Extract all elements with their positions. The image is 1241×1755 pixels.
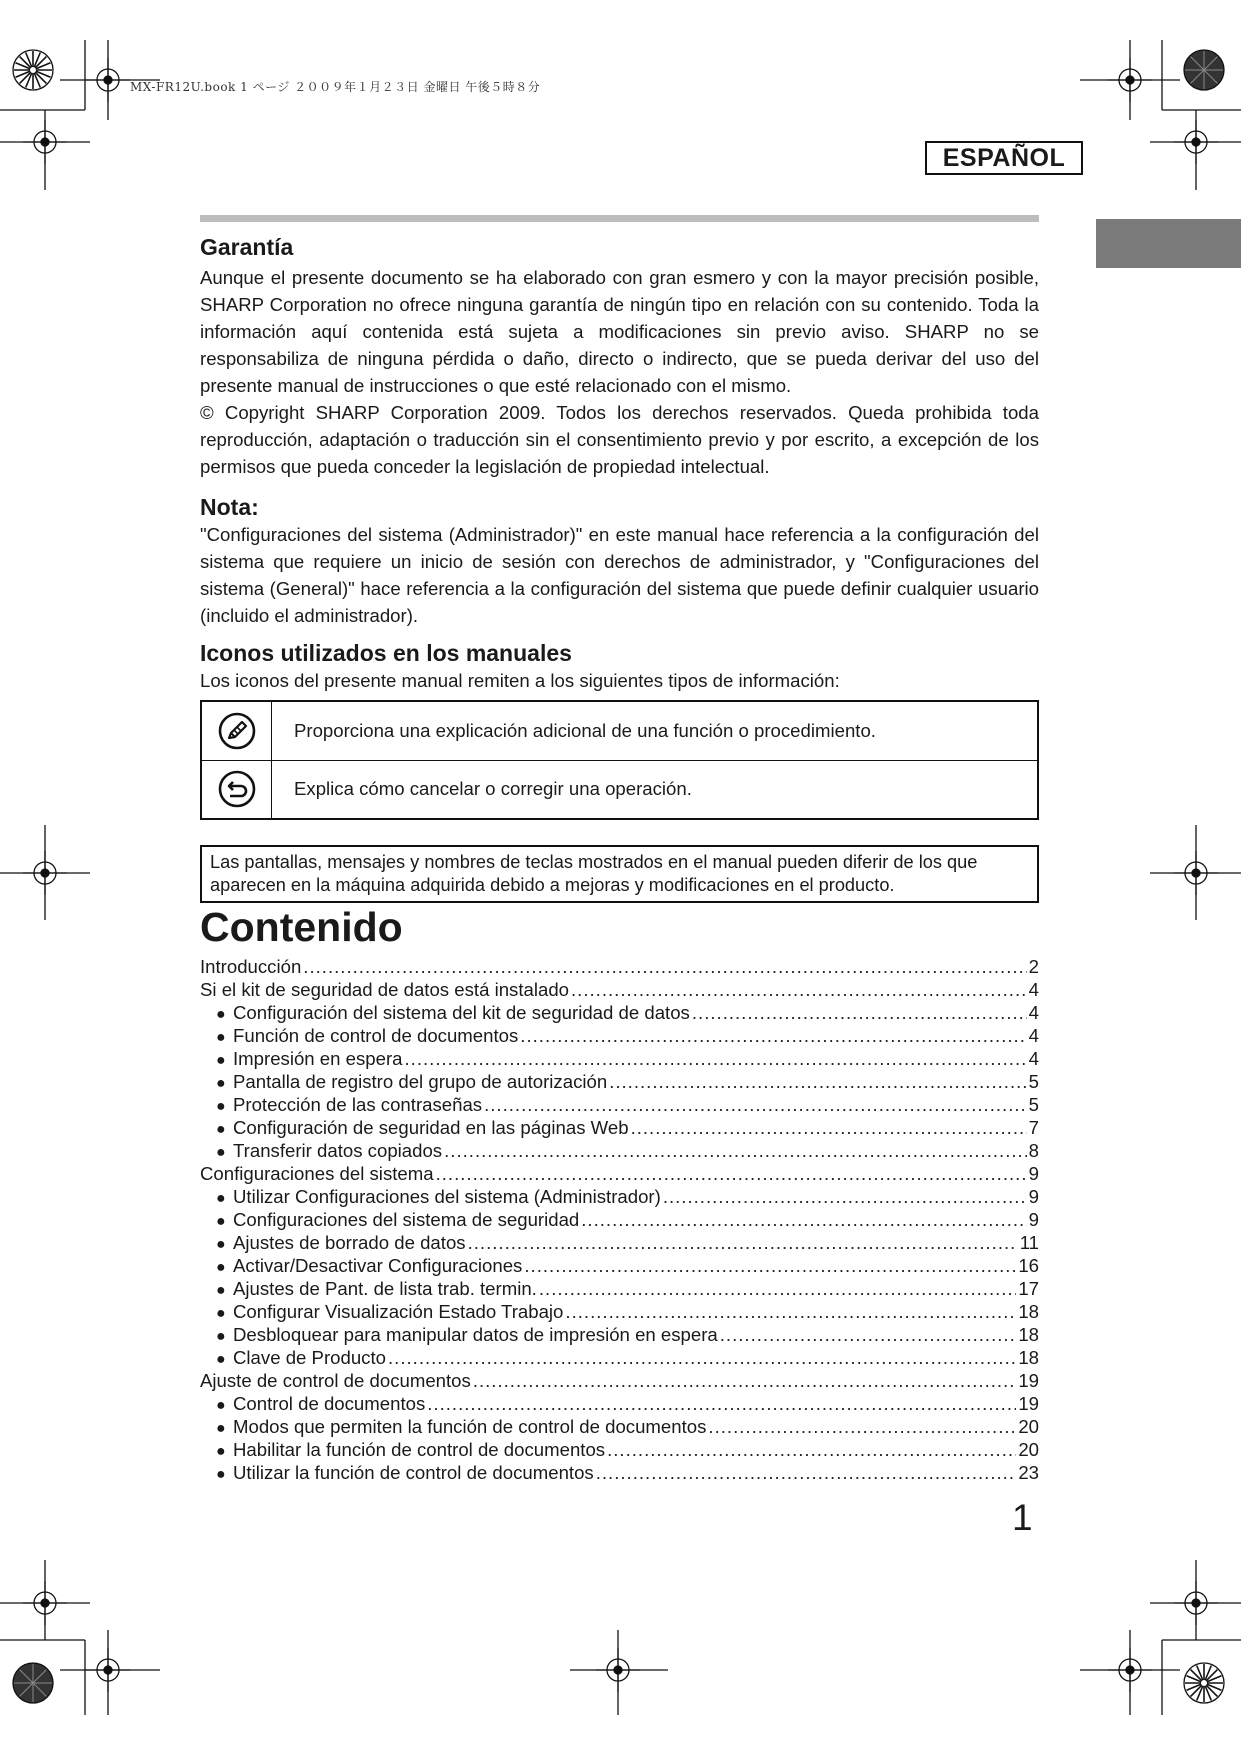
toc-entry-page: 17 bbox=[1018, 1278, 1039, 1299]
toc-entry[interactable] bbox=[200, 1094, 1039, 1117]
toc-entry-page: 8 bbox=[1028, 1140, 1039, 1161]
toc-leader-dots bbox=[484, 1094, 1027, 1116]
toc-entry[interactable] bbox=[200, 1025, 1039, 1048]
toc-entry-page: 18 bbox=[1018, 1324, 1039, 1345]
toc-entry[interactable] bbox=[200, 1048, 1039, 1071]
section-tab bbox=[1096, 219, 1241, 268]
toc-entry-label: Configuración del sistema del kit de seguridad de datos bbox=[233, 1002, 690, 1023]
note-heading: Nota: bbox=[200, 494, 259, 520]
bullet-icon: ● bbox=[216, 1213, 226, 1230]
toc-entry-label: Configuraciones del sistema bbox=[200, 1163, 434, 1184]
toc-entry-label: Ajustes de Pant. de lista trab. termin. bbox=[233, 1278, 537, 1299]
toc-entry-page: 4 bbox=[1028, 979, 1039, 1000]
toc-leader-dots bbox=[565, 1301, 1016, 1323]
table-of-contents bbox=[200, 956, 1039, 1485]
toc-entry[interactable] bbox=[200, 1393, 1039, 1416]
toc-leader-dots bbox=[631, 1117, 1027, 1139]
toc-leader-dots bbox=[444, 1140, 1027, 1162]
toc-entry[interactable] bbox=[200, 1347, 1039, 1370]
toc-leader-dots bbox=[436, 1163, 1027, 1185]
icons-section bbox=[200, 640, 1039, 694]
toc-entry-page: 16 bbox=[1018, 1255, 1039, 1276]
toc-entry-label: Si el kit de seguridad de datos está instalado bbox=[200, 979, 570, 1000]
toc-entry-page: 23 bbox=[1018, 1462, 1039, 1483]
toc-entry[interactable] bbox=[200, 1163, 1039, 1186]
toc-entry[interactable] bbox=[200, 1186, 1039, 1209]
toc-leader-dots bbox=[692, 1002, 1027, 1024]
toc-entry[interactable] bbox=[200, 1232, 1039, 1255]
toc-entry-page: 4 bbox=[1028, 1002, 1039, 1023]
warranty-heading: Garantía bbox=[200, 234, 294, 260]
toc-leader-dots bbox=[571, 979, 1027, 1001]
toc-leader-dots bbox=[581, 1209, 1026, 1231]
toc-entry[interactable] bbox=[200, 1117, 1039, 1140]
pencil-note-icon bbox=[202, 702, 272, 760]
bullet-icon: ● bbox=[216, 1305, 226, 1322]
toc-entry-label: Pantalla de registro del grupo de autorización bbox=[233, 1071, 608, 1092]
toc-entry-label: Ajuste de control de documentos bbox=[200, 1370, 471, 1391]
toc-entry-page: 9 bbox=[1028, 1186, 1039, 1207]
toc-leader-dots bbox=[473, 1370, 1017, 1392]
language-badge: ESPAÑOL bbox=[925, 141, 1083, 175]
toc-entry-page: 9 bbox=[1028, 1163, 1039, 1184]
toc-entry[interactable] bbox=[200, 1255, 1039, 1278]
toc-leader-dots bbox=[388, 1347, 1016, 1369]
toc-entry-label: Configuraciones del sistema de seguridad bbox=[233, 1209, 580, 1230]
warranty-section bbox=[200, 234, 1039, 480]
toc-leader-dots bbox=[520, 1025, 1026, 1047]
toc-entry-label: Ajustes de borrado de datos bbox=[233, 1232, 466, 1253]
toc-entry[interactable] bbox=[200, 1209, 1039, 1232]
toc-entry[interactable] bbox=[200, 1278, 1039, 1301]
toc-entry-page: 5 bbox=[1028, 1094, 1039, 1115]
toc-leader-dots bbox=[607, 1439, 1016, 1461]
toc-entry-page: 4 bbox=[1028, 1048, 1039, 1069]
toc-entry-label: Utilizar la función de control de documentos bbox=[233, 1462, 594, 1483]
toc-leader-dots bbox=[609, 1071, 1026, 1093]
toc-entry[interactable] bbox=[200, 1324, 1039, 1347]
toc-entry-page: 4 bbox=[1028, 1025, 1039, 1046]
toc-entry-page: 5 bbox=[1028, 1071, 1039, 1092]
toc-leader-dots bbox=[539, 1278, 1016, 1300]
bullet-icon: ● bbox=[216, 1098, 226, 1115]
bullet-icon: ● bbox=[216, 1328, 226, 1345]
toc-entry-page: 18 bbox=[1018, 1347, 1039, 1368]
bullet-icon: ● bbox=[216, 1397, 226, 1414]
copyright-text: © Copyright SHARP Corporation 2009. Todos los derechos reservados. Queda prohibida toda reproducción, adaptación o traducción sin el consentimiento previo y por escrito, a excepción de los permisos que pueda conceder la legislación de propiedad intelectual. bbox=[200, 402, 1039, 477]
toc-entry[interactable] bbox=[200, 956, 1039, 979]
toc-leader-dots bbox=[663, 1186, 1027, 1208]
toc-entry[interactable] bbox=[200, 1416, 1039, 1439]
toc-entry-page: 9 bbox=[1028, 1209, 1039, 1230]
toc-entry-page: 20 bbox=[1018, 1439, 1039, 1460]
toc-title: Contenido bbox=[200, 904, 403, 950]
bullet-icon: ● bbox=[216, 1029, 226, 1046]
undo-arrow-icon bbox=[202, 760, 272, 818]
toc-entry[interactable] bbox=[200, 1071, 1039, 1094]
bullet-icon: ● bbox=[216, 1443, 226, 1460]
toc-entry-page: 11 bbox=[1019, 1232, 1039, 1253]
note-text: "Configuraciones del sistema (Administrador)" en este manual hace referencia a la configuración del sistema que requiere un inicio de sesión con derechos de administrador, y "Configuraciones del sistema (General)" hace referencia a la configuración del sistema que puede definir cualquier usuario (incluido el administrador). bbox=[200, 524, 1039, 626]
bullet-icon: ● bbox=[216, 1075, 226, 1092]
toc-entry[interactable] bbox=[200, 1439, 1039, 1462]
toc-leader-dots bbox=[427, 1393, 1016, 1415]
toc-entry-label: Utilizar Configuraciones del sistema (Administrador) bbox=[233, 1186, 661, 1207]
toc-entry-label: Protección de las contraseñas bbox=[233, 1094, 483, 1115]
toc-entry-label: Modos que permiten la función de control de documentos bbox=[233, 1416, 707, 1437]
toc-entry-label: Habilitar la función de control de documentos bbox=[233, 1439, 606, 1460]
toc-entry[interactable] bbox=[200, 1301, 1039, 1324]
toc-entry-label: Configuración de seguridad en las páginas Web bbox=[233, 1117, 629, 1138]
toc-entry[interactable] bbox=[200, 1140, 1039, 1163]
notice-box: Las pantallas, mensajes y nombres de teclas mostrados en el manual pueden diferir de los que aparecen en la máquina adquirida debido a mejoras y modificaciones en el producto. bbox=[200, 845, 1039, 903]
icon-legend-text: Proporciona una explicación adicional de una función o procedimiento. bbox=[294, 720, 876, 741]
toc-entry-label: Transferir datos copiados bbox=[233, 1140, 443, 1161]
bullet-icon: ● bbox=[216, 1006, 226, 1023]
icons-heading: Iconos utilizados en los manuales bbox=[200, 640, 572, 666]
icon-legend-row bbox=[202, 760, 1037, 818]
bullet-icon: ● bbox=[216, 1282, 226, 1299]
toc-entry-page: 2 bbox=[1028, 956, 1039, 977]
toc-entry-label: Activar/Desactivar Configuraciones bbox=[233, 1255, 523, 1276]
toc-entry-page: 19 bbox=[1018, 1393, 1039, 1414]
toc-entry-label: Impresión en espera bbox=[233, 1048, 403, 1069]
bullet-icon: ● bbox=[216, 1466, 226, 1483]
toc-entry-page: 18 bbox=[1018, 1301, 1039, 1322]
toc-leader-dots bbox=[468, 1232, 1018, 1254]
bullet-icon: ● bbox=[216, 1259, 226, 1276]
toc-entry-label: Configurar Visualización Estado Trabajo bbox=[233, 1301, 564, 1322]
toc-entry[interactable] bbox=[200, 1462, 1039, 1485]
note-section bbox=[200, 494, 1039, 629]
bullet-icon: ● bbox=[216, 1351, 226, 1368]
toc-entry[interactable] bbox=[200, 1002, 1039, 1025]
icon-legend-row bbox=[202, 702, 1037, 761]
toc-leader-dots bbox=[596, 1462, 1017, 1484]
bullet-icon: ● bbox=[216, 1190, 226, 1207]
icon-legend-table bbox=[200, 700, 1039, 820]
toc-entry-page: 20 bbox=[1018, 1416, 1039, 1437]
toc-leader-dots bbox=[303, 956, 1026, 978]
bullet-icon: ● bbox=[216, 1144, 226, 1161]
icons-intro: Los iconos del presente manual remiten a los siguientes tipos de información: bbox=[200, 670, 840, 691]
toc-entry[interactable] bbox=[200, 979, 1039, 1002]
toc-leader-dots bbox=[524, 1255, 1016, 1277]
toc-leader-dots bbox=[720, 1324, 1017, 1346]
toc-entry-page: 7 bbox=[1028, 1117, 1039, 1138]
bullet-icon: ● bbox=[216, 1052, 226, 1069]
top-rule bbox=[200, 215, 1039, 222]
warranty-text: Aunque el presente documento se ha elaborado con gran esmero y con la mayor precisión posible, SHARP Corporation no ofrece ninguna garantía de ningún tipo en relación con su contenido. Toda la información aquí contenida está sujeta a modificaciones sin previo aviso. SHARP no se responsabiliza de ninguna pérdida o daño, directo o indirecto, que se pueda derivar del uso del presente manual de instrucciones o que esté relacionado con el mismo. bbox=[200, 267, 1039, 396]
toc-entry-label: Función de control de documentos bbox=[233, 1025, 519, 1046]
bullet-icon: ● bbox=[216, 1121, 226, 1138]
toc-entry-label: Control de documentos bbox=[233, 1393, 426, 1414]
toc-entry-page: 19 bbox=[1018, 1370, 1039, 1391]
toc-entry-label: Clave de Producto bbox=[233, 1347, 386, 1368]
toc-entry-label: Desbloquear para manipular datos de impresión en espera bbox=[233, 1324, 718, 1345]
toc-leader-dots bbox=[405, 1048, 1027, 1070]
print-header: MX-FR12U.book 1 ページ ２００９年１月２３日 金曜日 午後５時８分 bbox=[130, 80, 541, 94]
icon-legend-text: Explica cómo cancelar o corregir una operación. bbox=[294, 778, 692, 799]
toc-leader-dots bbox=[708, 1416, 1016, 1438]
bullet-icon: ● bbox=[216, 1420, 226, 1437]
toc-entry-label: Introducción bbox=[200, 956, 302, 977]
toc-entry[interactable] bbox=[200, 1370, 1039, 1393]
page-number: 1 bbox=[1012, 1497, 1033, 1538]
bullet-icon: ● bbox=[216, 1236, 226, 1253]
